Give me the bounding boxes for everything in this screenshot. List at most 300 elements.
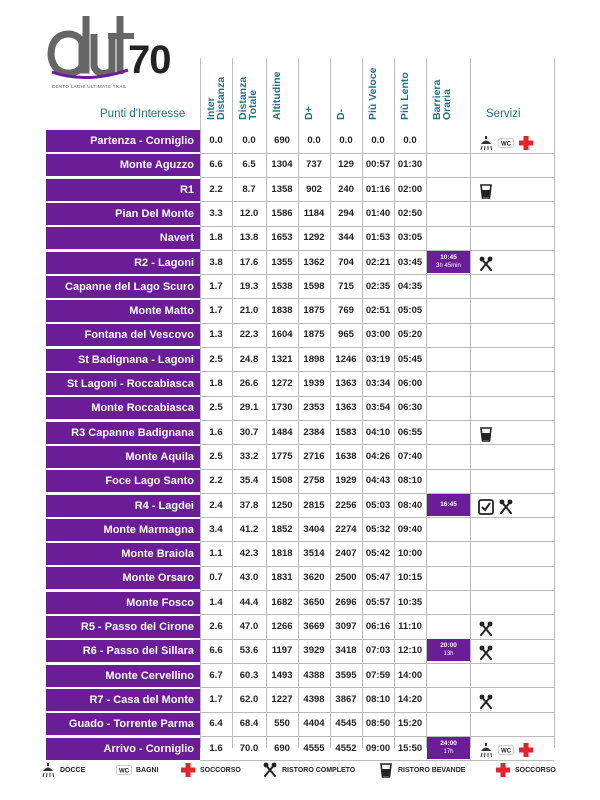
cell-altitudine: 1818 (271, 548, 293, 560)
legend-label: DOCCE (60, 766, 86, 774)
completo-icon (478, 694, 492, 708)
poi-name: Monte Aguzzo (46, 154, 200, 176)
cell-piu-lento: 02:00 (397, 183, 423, 195)
cell-altitudine: 1586 (271, 207, 293, 219)
cell-distanza-totale: 43.0 (239, 572, 259, 584)
cell-d-minus: 769 (338, 305, 354, 317)
cell-d-minus: 1363 (335, 378, 357, 389)
cell-piu-veloce: 03:19 (365, 353, 391, 365)
table-row (46, 203, 554, 225)
soccorso-icon (180, 762, 196, 778)
cell-d-plus: 902 (306, 183, 322, 195)
legend-item-bagni (116, 762, 159, 778)
completo-icon (262, 762, 278, 778)
cell-altitudine: 690 (274, 742, 290, 754)
cell-d-plus: 2384 (303, 426, 325, 438)
cell-d-minus: 1363 (335, 402, 357, 414)
svg-text:WC: WC (501, 141, 511, 148)
cell-distanza-totale: 22.3 (239, 329, 259, 341)
cell-distanza-totale: 35.4 (239, 475, 259, 487)
poi-name: Partenza - Corniglio (46, 130, 200, 152)
cell-distanza-totale: 70.0 (239, 742, 259, 754)
cell-distanza-totale: 12.0 (239, 207, 259, 219)
cell-piu-veloce: 03:54 (365, 402, 391, 414)
cell-piu-lento: 11:10 (398, 621, 422, 632)
cell-d-minus: 2696 (335, 596, 357, 608)
cell-piu-lento: 15:20 (397, 718, 423, 730)
cell-piu-veloce: 08:10 (365, 693, 391, 705)
bagni-icon (498, 135, 512, 149)
cell-d-plus: 3514 (303, 548, 325, 560)
cell-altitudine: 1266 (271, 621, 293, 632)
poi-name: St Badignana - Lagoni (46, 349, 200, 371)
cell-piu-veloce: 04:26 (365, 450, 391, 462)
table-row (46, 616, 554, 638)
legend-label: RISTORO COMPLETO (282, 766, 356, 774)
cell-d-plus: 1292 (303, 232, 325, 244)
cell-piu-lento: 05:05 (397, 305, 423, 317)
column-header-label: Barriera Oraria (431, 79, 453, 120)
header-servizi: Servizi (486, 108, 521, 120)
cell-altitudine: 1508 (271, 475, 293, 487)
cell-piu-lento: 05:20 (397, 329, 423, 341)
poi-name: Guado - Torrente Parma (46, 713, 200, 735)
cell-d-minus: 3418 (335, 645, 357, 657)
table-row (46, 713, 554, 735)
column-header-distanza-totale (238, 58, 262, 122)
cell-altitudine: 690 (274, 135, 290, 146)
cell-altitudine: 1321 (271, 353, 293, 365)
cell-inter-distanza: 1.7 (209, 693, 223, 705)
cell-distanza-totale: 68.4 (239, 718, 259, 730)
cell-piu-lento: 03:05 (397, 232, 423, 244)
svg-text:WC: WC (119, 768, 129, 775)
cell-d-plus: 1598 (303, 280, 325, 292)
cell-d-minus: 704 (338, 256, 354, 268)
cell-d-plus: 4398 (303, 693, 325, 705)
cell-inter-distanza: 1.4 (209, 596, 223, 608)
poi-name: R4 - Lagdei (46, 495, 200, 517)
cell-d-minus: 2407 (335, 548, 357, 560)
bevande-icon (478, 183, 492, 197)
table-row (46, 179, 554, 201)
cell-d-plus: 1898 (303, 353, 325, 365)
cell-distanza-totale: 8.7 (242, 183, 256, 195)
cell-piu-lento: 10:35 (397, 596, 423, 608)
cell-d-plus: 737 (306, 159, 322, 171)
cell-d-minus: 129 (338, 159, 354, 171)
poi-name: Monte Braiola (46, 543, 200, 565)
cell-piu-veloce: 0.0 (371, 135, 385, 146)
cell-distanza-totale: 13.8 (239, 232, 259, 244)
cell-altitudine: 1838 (271, 305, 293, 317)
cell-d-plus: 4404 (303, 718, 325, 730)
cell-piu-veloce: 06:16 (365, 621, 391, 632)
cell-piu-lento: 10:15 (397, 572, 423, 584)
table-row (46, 738, 554, 760)
cell-d-minus: 344 (338, 232, 354, 244)
cell-d-minus: 2274 (335, 523, 357, 535)
cell-piu-veloce: 05:47 (365, 572, 391, 584)
column-header-piu-veloce (368, 58, 392, 122)
cell-distanza-totale: 6.5 (242, 159, 256, 171)
table-row (46, 592, 554, 614)
cell-d-plus: 1875 (303, 305, 325, 317)
poi-name: R7 - Casa del Monte (46, 689, 200, 711)
poi-name: R6 - Passo del Sillara (46, 640, 200, 662)
cell-inter-distanza: 2.5 (209, 450, 223, 462)
cell-altitudine: 1682 (271, 596, 293, 608)
cell-inter-distanza: 2.2 (209, 475, 223, 487)
cell-piu-veloce: 04:10 (365, 426, 391, 438)
poi-name: R5 - Passo del Cirone (46, 616, 200, 638)
soccorso-icon (518, 135, 532, 149)
legend-label: RISTORO BEVANDE (398, 766, 466, 774)
cell-d-minus: 1638 (335, 450, 357, 462)
cell-distanza-totale: 24.8 (239, 353, 259, 365)
cell-piu-veloce: 04:43 (365, 475, 391, 487)
cell-d-plus: 1362 (303, 256, 325, 268)
cell-distanza-totale: 26.6 (239, 378, 259, 389)
cell-d-minus: 240 (338, 183, 354, 195)
logo-subtitle: CENTO LAGHI ULTIMATE TRAIL (52, 84, 127, 89)
services (478, 425, 498, 441)
poi-name: Monte Cervellino (46, 665, 200, 687)
cell-inter-distanza: 6.6 (209, 159, 223, 171)
barrier-time-value: 24:00 (440, 739, 457, 747)
cell-altitudine: 1227 (271, 693, 293, 705)
cell-distanza-totale: 17.6 (239, 256, 259, 268)
cell-piu-lento: 07:40 (397, 450, 423, 462)
poi-name: Monte Roccabiasca (46, 397, 200, 419)
cell-inter-distanza: 2.5 (209, 402, 223, 414)
cell-altitudine: 1852 (271, 523, 293, 535)
cell-altitudine: 1493 (271, 669, 293, 681)
cell-d-minus: 1246 (335, 353, 357, 365)
cell-piu-veloce: 00:57 (365, 159, 391, 171)
cell-altitudine: 1604 (271, 329, 293, 341)
cell-inter-distanza: 1.3 (209, 329, 223, 341)
cell-d-plus: 3929 (303, 645, 325, 657)
barrier-time-value: 16:45 (440, 500, 457, 508)
cell-inter-distanza: 1.6 (209, 426, 223, 438)
cell-d-minus: 715 (338, 280, 354, 292)
services (478, 741, 538, 757)
column-header-label: Inter Distanza (205, 76, 227, 120)
cell-d-plus: 4388 (303, 669, 325, 681)
cell-inter-distanza: 3.3 (209, 207, 223, 219)
legend-item-bevande (378, 762, 465, 778)
column-header-label: D- (335, 108, 347, 120)
poi-name: Monte Marmagna (46, 519, 200, 541)
services (478, 498, 518, 514)
cell-d-plus: 0.0 (307, 135, 321, 146)
cell-piu-veloce: 03:34 (365, 378, 391, 389)
cell-d-minus: 4545 (335, 718, 357, 730)
barrier-time-value: 10:45 (440, 253, 457, 261)
column-header-d-plus (304, 58, 328, 122)
cell-d-minus: 965 (338, 329, 354, 341)
services (478, 619, 498, 635)
cell-inter-distanza: 2.2 (209, 183, 223, 195)
table-row (46, 349, 554, 371)
legend-item-completo (262, 762, 355, 778)
barrier-time (427, 737, 470, 759)
cell-d-minus: 4552 (335, 742, 357, 754)
cell-piu-lento: 01:30 (397, 159, 423, 171)
table-row (46, 495, 554, 517)
column-header-label: Più Veloce (367, 67, 379, 120)
cell-d-plus: 2353 (303, 402, 325, 414)
cell-d-plus: 2758 (303, 475, 325, 487)
cell-d-minus: 1583 (335, 426, 357, 438)
cell-piu-lento: 14:00 (397, 669, 423, 681)
poi-name: Monte Orsaro (46, 567, 200, 589)
soccorso-icon (518, 742, 532, 756)
cell-d-plus: 4555 (303, 742, 325, 754)
cell-d-minus: 3867 (335, 693, 357, 705)
cell-piu-veloce: 08:50 (365, 718, 391, 730)
column-header-piu-lento (400, 58, 424, 122)
cell-piu-veloce: 05:03 (365, 499, 391, 511)
services (478, 133, 538, 149)
cell-altitudine: 1484 (271, 426, 293, 438)
column-header-label: Più Lento (399, 72, 411, 120)
table-row (46, 519, 554, 541)
table-row (46, 567, 554, 589)
bevande-icon (378, 762, 394, 778)
legend-item-soccorso (180, 762, 241, 778)
cell-inter-distanza: 2.5 (209, 353, 223, 365)
column-header-label: Altitudine (271, 71, 283, 120)
bevande-icon (478, 426, 492, 440)
cell-d-plus: 2815 (303, 499, 325, 511)
poi-name: Monte Matto (46, 300, 200, 322)
cell-altitudine: 1197 (271, 645, 293, 657)
legend-label: SOCCORSO (200, 766, 241, 774)
grid-vline (554, 58, 555, 748)
clut-logo-mark (46, 12, 136, 84)
cell-altitudine: 1775 (271, 450, 293, 462)
cell-piu-lento: 12:10 (397, 645, 423, 657)
legend-item-docce (40, 762, 85, 778)
docce-icon (478, 135, 492, 149)
cell-piu-lento: 06:55 (397, 426, 423, 438)
poi-name: Arrivo - Corniglio (46, 738, 200, 760)
cell-inter-distanza: 3.8 (209, 256, 223, 268)
cell-d-minus: 0.0 (339, 135, 353, 146)
cell-piu-veloce: 03:00 (365, 329, 391, 341)
legend (40, 762, 570, 782)
soccorso-icon (495, 762, 511, 778)
cell-distanza-totale: 44.4 (239, 596, 259, 608)
cell-piu-veloce: 02:51 (365, 305, 391, 317)
barrier-duration: 13h (443, 651, 454, 658)
column-header-altitudine (272, 58, 296, 122)
cell-distanza-totale: 53.6 (239, 645, 259, 657)
cell-distanza-totale: 41.2 (239, 523, 259, 535)
services (478, 255, 498, 271)
table-row (46, 543, 554, 565)
logo-number: 70 (128, 38, 171, 82)
bagni-icon (498, 742, 512, 756)
cell-inter-distanza: 0.0 (209, 135, 223, 146)
cell-altitudine: 1304 (271, 159, 293, 171)
cell-piu-veloce: 09:00 (365, 742, 391, 754)
table-row (46, 300, 554, 322)
barrier-time (427, 494, 470, 516)
cell-piu-veloce: 05:32 (365, 523, 391, 535)
cell-inter-distanza: 1.8 (209, 232, 223, 244)
cell-distanza-totale: 62.0 (239, 693, 259, 705)
cell-inter-distanza: 2.6 (209, 621, 223, 632)
cell-distanza-totale: 33.2 (239, 450, 259, 462)
cell-d-minus: 3595 (335, 669, 357, 681)
cell-piu-lento: 08:10 (397, 475, 423, 487)
docce-icon (40, 762, 56, 778)
cell-piu-lento: 0.0 (403, 135, 417, 146)
cell-piu-veloce: 02:21 (365, 256, 391, 268)
cell-distanza-totale: 30.7 (239, 426, 259, 438)
cell-piu-veloce: 01:53 (365, 232, 391, 244)
cell-inter-distanza: 1.7 (209, 280, 223, 292)
cell-d-plus: 3650 (303, 596, 325, 608)
poi-name: R2 - Lagoni (46, 252, 200, 274)
barrier-time-value: 20:00 (440, 642, 457, 650)
services (478, 182, 498, 198)
check-icon (478, 499, 492, 513)
column-header-label: D+ (303, 106, 315, 120)
cell-inter-distanza: 1.8 (209, 378, 223, 389)
cell-d-plus: 1939 (303, 378, 325, 389)
clut-logo (46, 12, 206, 92)
poi-name: Pian Del Monte (46, 203, 200, 225)
bagni-icon (116, 762, 132, 778)
legend-label: BAGNI (136, 766, 159, 774)
cell-d-plus: 3404 (303, 523, 325, 535)
table-row (46, 154, 554, 176)
docce-icon (478, 742, 492, 756)
grid-hline (200, 760, 554, 761)
completo-icon (498, 499, 512, 513)
completo-icon (478, 256, 492, 270)
cell-piu-lento: 03:45 (397, 256, 423, 268)
table-row (46, 252, 554, 274)
cell-altitudine: 1653 (271, 232, 293, 244)
cell-inter-distanza: 3.4 (209, 523, 223, 535)
table-row (46, 640, 554, 662)
cell-d-plus: 3669 (303, 621, 325, 632)
cell-d-minus: 3097 (335, 621, 357, 632)
legend-item-soccorso (495, 762, 556, 778)
table-row (46, 665, 554, 687)
cell-d-plus: 2716 (303, 450, 325, 462)
cell-d-plus: 3620 (303, 572, 325, 584)
barrier-duration: 3h 45min (436, 262, 461, 269)
column-header-label: Distanza Totale (237, 76, 259, 120)
table-row (46, 276, 554, 298)
cell-altitudine: 1831 (271, 572, 293, 584)
poi-name: Capanne del Lago Scuro (46, 276, 200, 298)
poi-name: Fontana del Vescovo (46, 324, 200, 346)
cell-d-plus: 1875 (303, 329, 325, 341)
cell-altitudine: 1538 (271, 280, 293, 292)
cell-inter-distanza: 1.1 (209, 548, 223, 560)
cell-altitudine: 1358 (271, 183, 293, 195)
cell-piu-lento: 09:40 (397, 523, 423, 535)
cell-distanza-totale: 60.3 (239, 669, 259, 681)
column-header-inter-distanza (206, 58, 230, 122)
cell-inter-distanza: 1.6 (209, 742, 223, 754)
cell-altitudine: 1355 (271, 256, 293, 268)
cell-inter-distanza: 6.4 (209, 718, 223, 730)
poi-name: Navert (46, 227, 200, 249)
column-header-d-minus (336, 58, 360, 122)
poi-name: Foce Lago Santo (46, 470, 200, 492)
cell-d-minus: 2256 (335, 499, 357, 511)
poi-name: R3 Capanne Badignana (46, 422, 200, 444)
cell-piu-lento: 05:45 (397, 353, 423, 365)
cell-altitudine: 1272 (271, 378, 293, 389)
cell-distanza-totale: 47.0 (239, 621, 259, 632)
header-poi: Punti d'Interesse (100, 108, 186, 120)
cell-piu-veloce: 02:35 (365, 280, 391, 292)
table-row (46, 324, 554, 346)
cell-distanza-totale: 19.3 (239, 280, 259, 292)
cell-piu-lento: 15:50 (397, 742, 423, 754)
barrier-time (427, 251, 470, 273)
cell-piu-lento: 04:35 (397, 280, 423, 292)
cell-piu-lento: 06:30 (397, 402, 423, 414)
poi-name: R1 (46, 179, 200, 201)
cell-d-minus: 1929 (335, 475, 357, 487)
cell-piu-veloce: 01:16 (365, 183, 391, 195)
cell-piu-veloce: 01:40 (365, 207, 391, 219)
cell-d-minus: 2500 (335, 572, 357, 584)
barrier-time (427, 639, 470, 661)
cell-piu-lento: 14:20 (397, 693, 423, 705)
table-row (46, 689, 554, 711)
poi-name: Monte Fosco (46, 592, 200, 614)
cell-d-minus: 294 (338, 207, 354, 219)
cell-piu-veloce: 07:03 (365, 645, 391, 657)
cell-piu-lento: 10:00 (397, 548, 423, 560)
table-row (46, 470, 554, 492)
cell-distanza-totale: 0.0 (242, 135, 256, 146)
poi-name: St Lagoni - Roccabiasca (46, 373, 200, 395)
cell-piu-lento: 08:40 (397, 499, 423, 511)
table-row (46, 227, 554, 249)
cell-distanza-totale: 29.1 (239, 402, 259, 414)
cell-piu-veloce: 07:59 (365, 669, 391, 681)
cell-piu-lento: 06:00 (397, 378, 423, 389)
cell-inter-distanza: 1.7 (209, 305, 223, 317)
table-row (46, 130, 554, 152)
services (478, 692, 498, 708)
cell-d-plus: 1184 (303, 207, 325, 219)
cell-altitudine: 1730 (271, 402, 293, 414)
cell-inter-distanza: 0.7 (209, 572, 223, 584)
cell-distanza-totale: 21.0 (239, 305, 259, 317)
services (478, 643, 498, 659)
cell-altitudine: 1250 (271, 499, 293, 511)
table-row (46, 397, 554, 419)
barrier-duration: 17h (443, 748, 454, 755)
poi-name: Monte Aquila (46, 446, 200, 468)
cell-inter-distanza: 6.7 (209, 669, 223, 681)
completo-icon (478, 645, 492, 659)
cell-altitudine: 550 (274, 718, 290, 730)
